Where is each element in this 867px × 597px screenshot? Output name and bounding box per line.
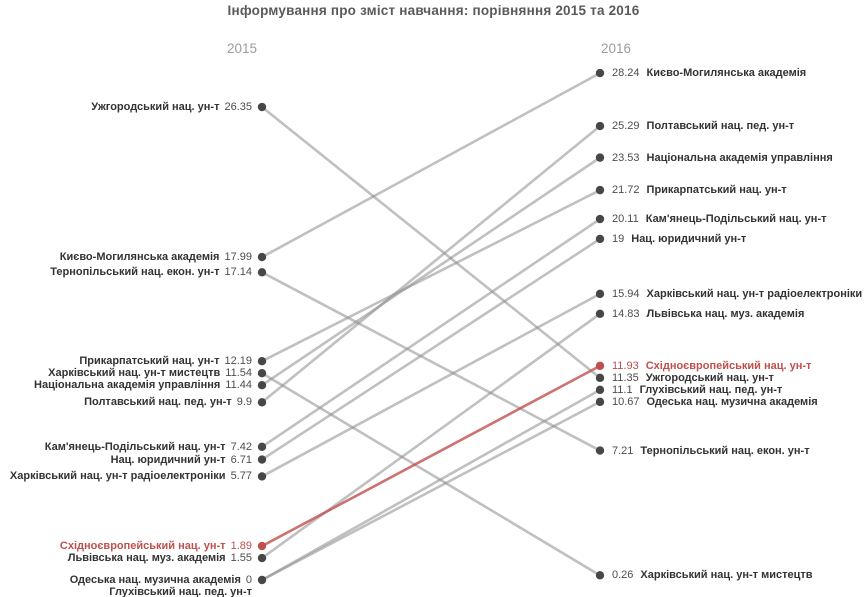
series-name: Тернопільський нац. екон. ун-т — [640, 444, 810, 457]
data-point-dot — [258, 253, 266, 261]
data-point-dot — [596, 446, 604, 454]
series-label-2015 — [0, 249, 252, 265]
series-label-2016 — [612, 394, 818, 410]
series-value: 28.24 — [612, 67, 640, 80]
series-label-2016 — [612, 150, 833, 166]
series-name: Одеська нац. музична академія — [646, 395, 818, 408]
series-label-2015 — [0, 99, 252, 115]
slope-line — [262, 390, 600, 580]
data-point-dot — [258, 369, 266, 377]
data-point-dot — [596, 374, 604, 382]
series-label-2015 — [0, 538, 252, 554]
series-label-2016 — [612, 286, 862, 302]
series-value: 9.9 — [236, 396, 252, 409]
series-value: 11.44 — [225, 379, 252, 392]
slope-line — [262, 73, 600, 257]
data-point-dot — [258, 268, 266, 276]
series-label-2015 — [0, 452, 252, 468]
series-label-2015 — [0, 468, 252, 484]
series-name: Нац. юридичний ун-т — [110, 453, 226, 466]
series-label-2016 — [612, 567, 813, 583]
series-label-2015 — [0, 365, 252, 381]
series-value: 1.89 — [230, 540, 252, 553]
series-name: Кам'янець-Подільський нац. ун-т — [44, 440, 226, 453]
data-point-dot — [258, 472, 266, 480]
series-name: Львівська нац. муз. академія — [67, 552, 226, 565]
series-value: 0.26 — [612, 569, 634, 582]
data-point-dot — [258, 103, 266, 111]
series-name: Тернопільський нац. екон. ун-т — [50, 266, 220, 279]
series-value: 11.93 — [612, 359, 639, 372]
series-name: Одеська нац. музична академія — [69, 574, 241, 586]
series-name: Львівська нац. муз. академія — [646, 307, 805, 320]
series-name: Полтавський нац. пед. ун-т — [646, 120, 795, 133]
series-name: Кам'янець-Подільський нац. ун-т — [645, 213, 827, 226]
series-name: Національна академія управління — [646, 151, 833, 164]
series-name: Києво-Могилянська академія — [646, 67, 807, 80]
data-point-dot — [596, 290, 604, 298]
data-point-dot — [596, 69, 604, 77]
series-value: 26.35 — [224, 101, 252, 114]
data-point-dot — [258, 357, 266, 365]
series-value: 23.53 — [612, 151, 640, 164]
slope-line — [262, 219, 600, 447]
series-value: 19 — [612, 232, 625, 245]
data-point-dot — [258, 554, 266, 562]
data-point-dot — [596, 398, 604, 406]
series-value: 25.29 — [612, 120, 640, 133]
series-label-2016 — [612, 65, 806, 81]
series-value: 12.19 — [224, 355, 252, 368]
series-value: 6.71 — [230, 453, 252, 466]
slope-line-highlight — [262, 366, 600, 546]
series-value: 20.11 — [612, 213, 639, 226]
data-point-dot — [596, 362, 604, 370]
data-point-dot — [258, 455, 266, 463]
data-point-dot — [596, 386, 604, 394]
series-name: Харківський нац. ун-т радіоелектроніки — [646, 287, 863, 300]
series-name: Прикарпатський нац. ун-т — [79, 355, 220, 368]
data-point-dot — [258, 576, 266, 584]
series-value: 17.99 — [224, 251, 252, 264]
series-value: 1.55 — [230, 552, 252, 565]
slope-line — [262, 402, 600, 580]
data-point-dot — [596, 186, 604, 194]
series-label-2015 — [0, 572, 252, 588]
chart-title: Інформування про зміст навчання: порівняння 2015 та 2016 — [227, 3, 640, 18]
series-value: 11.54 — [225, 367, 252, 380]
data-point-dot — [596, 571, 604, 579]
series-value: 14.83 — [612, 307, 640, 320]
series-name: Глухівський нац. пед. ун-т — [639, 383, 783, 396]
series-name: Нац. юридичний ун-т — [631, 232, 747, 245]
series-value: 5.77 — [230, 470, 252, 483]
series-value: 11.1 — [612, 383, 633, 396]
data-point-dot — [258, 542, 266, 550]
slope-line — [262, 190, 600, 361]
series-value: 11.35 — [612, 371, 639, 384]
data-point-dot — [258, 398, 266, 406]
column-header-2015: 2015 — [226, 41, 258, 56]
series-label-2016 — [612, 118, 794, 134]
series-name: Ужгородський нац. ун-т — [645, 371, 774, 384]
column-header-2016: 2016 — [600, 41, 632, 56]
data-point-dot — [596, 235, 604, 243]
series-name: Ужгородський нац. ун-т — [91, 101, 220, 114]
series-value: 21.72 — [612, 184, 640, 197]
series-name: Східноєвропейський нац. ун-т — [645, 359, 812, 372]
slope-line — [262, 107, 600, 378]
series-name: Прикарпатський нац. ун-т — [646, 184, 787, 197]
series-label-2016 — [612, 231, 746, 247]
series-label-2016 — [612, 306, 804, 322]
data-point-dot — [596, 153, 604, 161]
series-name: Києво-Могилянська академія — [59, 251, 220, 264]
data-point-dot — [258, 381, 266, 389]
slope-line — [262, 294, 600, 477]
series-value: 7.21 — [612, 444, 634, 457]
series-name: Харківський нац. ун-т мистецтв — [48, 367, 221, 380]
series-name: Національна академія управління — [34, 379, 221, 392]
series-name: Харківський нац. ун-т радіоелектроніки — [9, 470, 226, 483]
slope-line — [262, 373, 600, 575]
data-point-dot — [596, 310, 604, 318]
series-label-2016 — [612, 182, 787, 198]
series-name: Східноєвропейський нац. ун-т — [59, 540, 226, 553]
series-value: 15.94 — [612, 287, 640, 300]
series-label-2016 — [612, 211, 827, 227]
data-point-dot — [258, 443, 266, 451]
series-label-2016 — [612, 443, 810, 459]
series-value: 17.14 — [224, 266, 252, 279]
data-point-dot — [596, 215, 604, 223]
series-value: 10.67 — [612, 395, 640, 408]
series-name: Харківський нац. ун-т мистецтв — [640, 569, 813, 582]
series-label-2015 — [0, 394, 252, 410]
data-point-dot — [596, 122, 604, 130]
series-label-2015 — [0, 264, 252, 280]
series-value: 7.42 — [230, 440, 252, 453]
series-name: Глухівський нац. пед. ун-т — [109, 586, 252, 597]
series-value: 0 — [245, 574, 252, 586]
series-name: Полтавський нац. пед. ун-т — [84, 396, 232, 409]
